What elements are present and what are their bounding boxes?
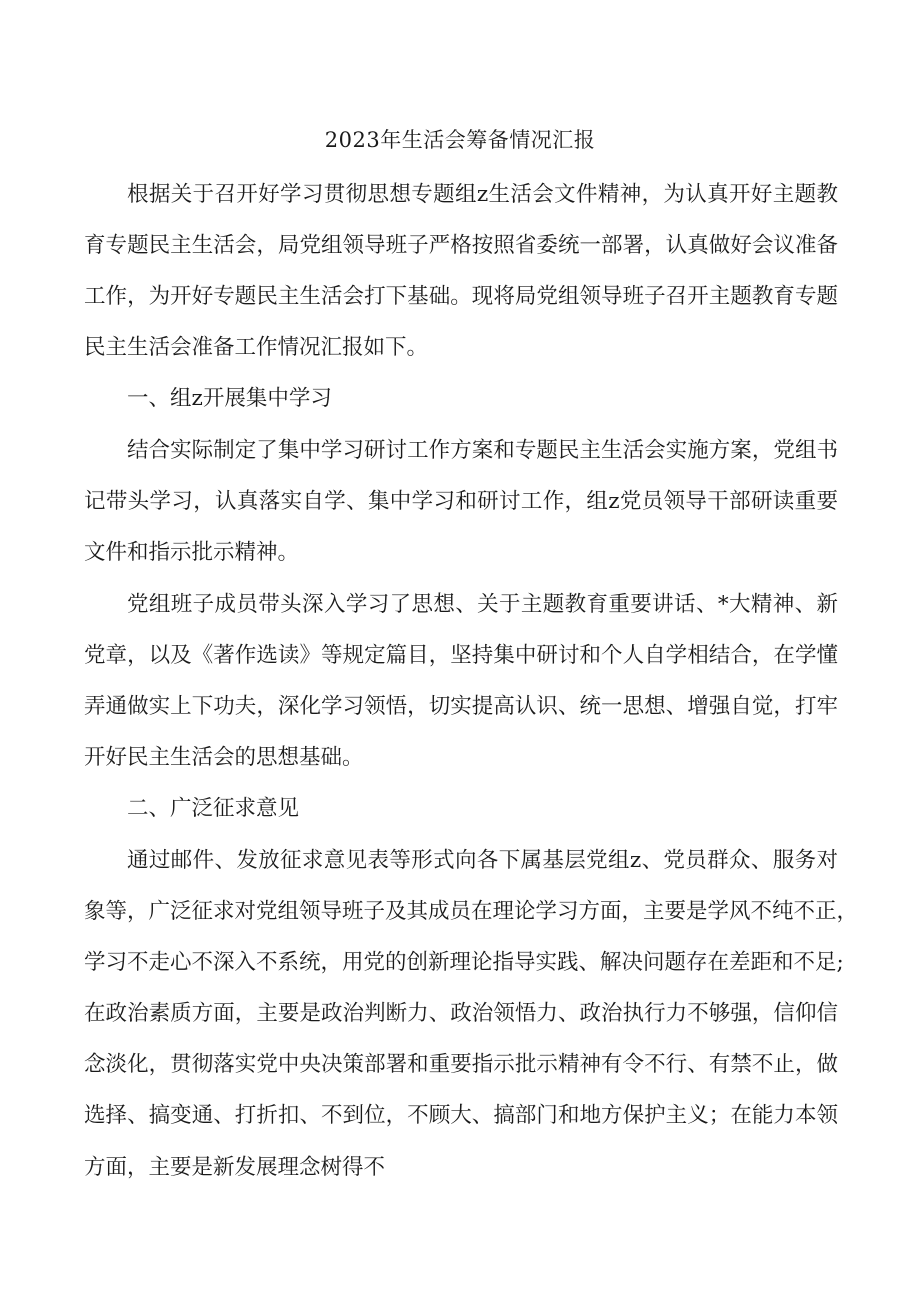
text-line: 党组班子成员带头深入学习了思想、关于主题教育重要讲话、*大精神、新 [127,592,838,617]
section-heading: 二、广泛征求意见 [127,796,300,821]
text-line: 民主生活会准备工作情况汇报如下。 [84,335,429,360]
text-line: 通过邮件、发放征求意见表等形式向各下属基层党组z、党员群众、服务对 [127,848,838,873]
text-line: 党章，以及《著作选读》等规定篇目，坚持集中研讨和个人自学相结合，在学懂 [84,643,838,668]
text-line: 在政治素质方面，主要是政治判断力、政治领悟力、政治执行力不够强，信仰信 [84,1001,838,1026]
text-line: 文件和指示批示精神。 [84,540,300,565]
text-line: 方面，主要是新发展理念树得不 [84,1155,386,1180]
text-line: 弄通做实上下功夫，深化学习领悟，切实提高认识、统一思想、增强自觉，打牢 [84,694,838,719]
text-line: 记带头学习，认真落实自学、集中学习和研讨工作，组z党员领导干部研读重要 [84,489,838,514]
text-line: 象等，广泛征求对党组领导班子及其成员在理论学习方面，主要是学风不纯不正， [84,899,859,924]
text-line: 开好民主生活会的思想基础。 [84,745,364,770]
text-line: 工作，为开好专题民主生活会打下基础。现将局党组领导班子召开主题教育专题 [84,284,838,309]
document-title: 2023年生活会筹备情况汇报 [324,128,596,152]
text-line: 根据关于召开好学习贯彻思想专题组z生活会文件精神，为认真开好主题教 [127,182,838,207]
text-line: 选择、搞变通、打折扣、不到位，不顾大、搞部门和地方保护主义；在能力本领 [84,1103,838,1128]
text-line: 育专题民主生活会，局党组领导班子严格按照省委统一部署，认真做好会议准备 [84,233,838,258]
text-line: 念淡化，贯彻落实党中央决策部署和重要指示批示精神有令不行、有禁不止，做 [84,1052,838,1077]
section-heading: 一、组z开展集中学习 [127,386,332,411]
text-line: 结合实际制定了集中学习研讨工作方案和专题民主生活会实施方案，党组书 [127,438,838,463]
text-line: 学习不走心不深入不系统，用党的创新理论指导实践、解决问题存在差距和不足; [84,950,844,975]
